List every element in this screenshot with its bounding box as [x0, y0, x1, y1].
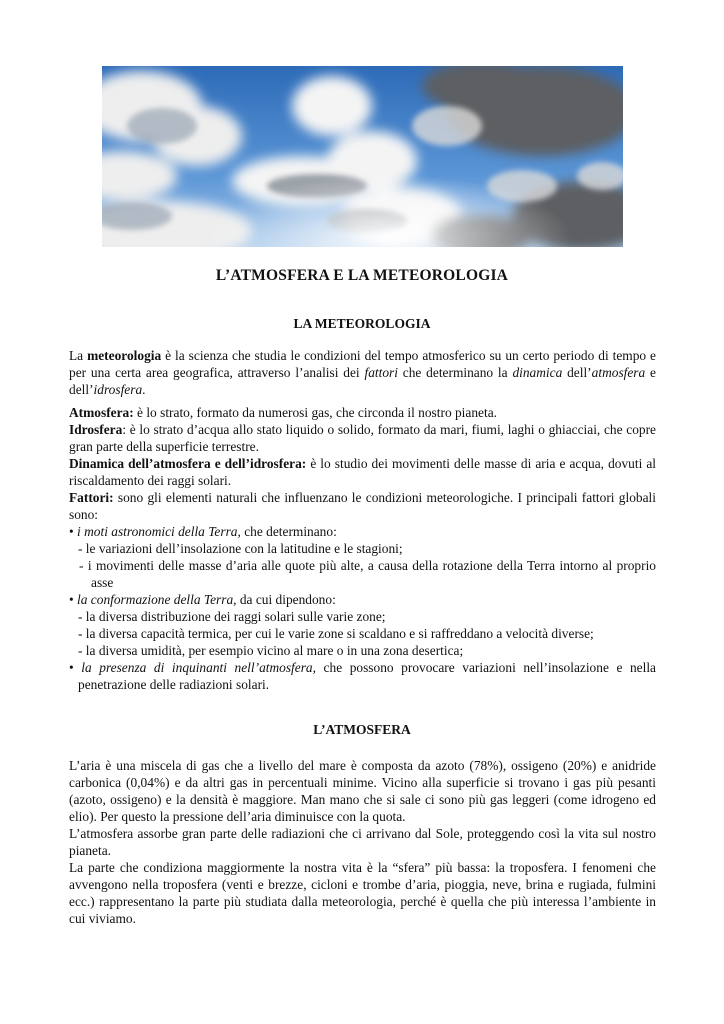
factor-subitem: - la diversa capacità termica, per cui le varie zone si scaldano e si raffreddano a velocità diverse;	[78, 626, 594, 641]
paragraph: L’aria è una miscela di gas che a livello del mare è composta da azoto (78%), ossigeno (20%) e anidride carbonica (0,04%) e da altri gas in percentuali minime. Vicino alla superficie si trovano i gas più pesanti (azoto, ossigeno) e la densità è maggiore. Man mano che si sale ci sono più gas leggeri (come idrogeno ed elio). Per questo la pressione dell’aria diminuisce con la quota.	[69, 758, 656, 824]
section-atmosfera-body	[69, 757, 656, 927]
definition-dinamica: Dinamica dell’atmosfera e dell’idrosfera: è lo studio dei movimenti delle masse di aria e acqua, dovuti al riscaldamento dei raggi solari.	[69, 456, 657, 488]
factor-subitem: - la diversa umidità, per esempio vicino al mare o in una zona desertica;	[78, 643, 464, 658]
factor-subitem: - i movimenti delle masse d’aria alle quote più alte, a causa della rotazione della Terra intorno al proprio asse	[79, 558, 656, 590]
factor-item-conformazione: • la conformazione della Terra, da cui dipendono:	[69, 592, 336, 607]
intro-paragraph: La meteorologia è la scienza che studia le condizioni del tempo atmosferico su un certo periodo di tempo e per una certa area geografica, attraverso l’analisi dei fattori che determinano la dinamica dell’atmosfera e dell’idrosfera.	[69, 348, 657, 397]
section-heading-meteorologia: LA METEOROLOGIA	[293, 316, 431, 331]
definition-atmosfera: Atmosfera: è lo strato, formato da numerosi gas, che circonda il nostro pianeta.	[69, 405, 497, 420]
paragraph: La parte che condiziona maggiormente la nostra vita è la “sfera” più bassa: la troposfera. I fenomeni che avvengono nella troposfera (venti e brezze, cicloni e trombe d’aria, pioggia, neve, brina e rugiada, fulmini ecc.) rappresentano la parte più studiata dalla meteorologia, perché è quella che più interessa l’ambiente in cui viviamo.	[69, 860, 656, 926]
clouds-illustration	[102, 66, 623, 247]
sky-clouds-image	[102, 66, 623, 247]
factor-item-inquinanti: • la presenza di inquinanti nell’atmosfera, che possono provocare variazioni nell’insolazione e nella penetrazione delle radiazioni solari.	[69, 660, 656, 692]
paragraph: L’atmosfera assorbe gran parte delle radiazioni che ci arrivano dal Sole, proteggendo così la vita sul nostro pianeta.	[69, 826, 656, 858]
section-heading-atmosfera: L’ATMOSFERA	[313, 722, 411, 737]
factor-subitem: - le variazioni dell’insolazione con la latitudine e le stagioni;	[78, 541, 403, 556]
factor-item-moti-astronomici: • i moti astronomici della Terra, che determinano:	[69, 524, 337, 539]
factor-subitem: - la diversa distribuzione dei raggi solari sulle varie zone;	[78, 609, 386, 624]
section-meteorologia-body	[69, 347, 656, 693]
document-title: L’ATMOSFERA E LA METEOROLOGIA	[215, 267, 509, 284]
definition-fattori: Fattori: sono gli elementi naturali che influenzano le condizioni meteorologiche. I principali fattori globali sono:	[69, 490, 656, 522]
definition-idrosfera: Idrosfera: è lo strato d’acqua allo stato liquido o solido, formato da mari, fiumi, laghi o ghiacciai, che copre gran parte della superficie terrestre.	[69, 422, 656, 454]
